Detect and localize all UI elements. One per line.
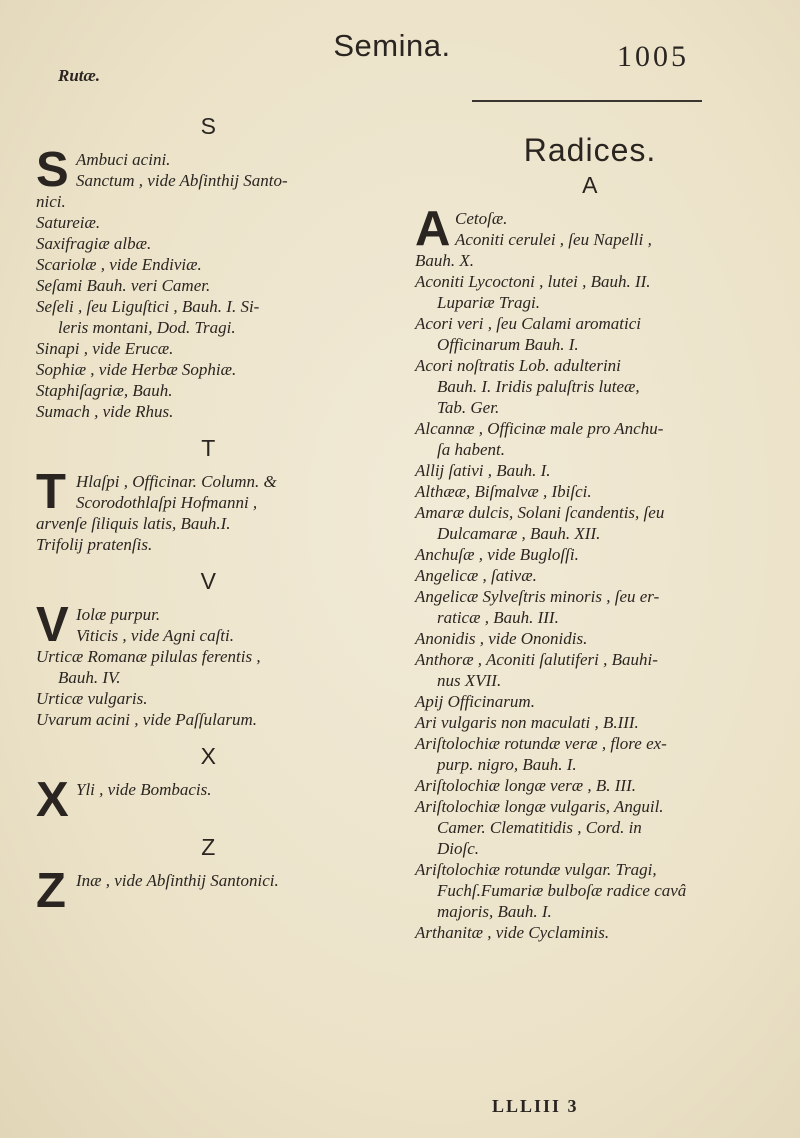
drop-cap: Z [36, 864, 66, 918]
entry-line: leris montani, Dod. Tragi. [58, 318, 236, 337]
entry [36, 401, 381, 422]
drop-cap: A [415, 202, 451, 256]
drop-cap: V [36, 598, 69, 652]
drop-cap: X [36, 773, 69, 827]
entry [415, 922, 765, 943]
entry [415, 712, 765, 733]
entry-line: Iolæ purpur. [76, 605, 161, 624]
entry-line: Acori noſtratis Lob. adulterini [415, 356, 621, 375]
dropcap-entry [36, 598, 381, 652]
dropcap-entry [415, 202, 765, 271]
entry [415, 796, 765, 859]
entry-line: Apij Officinarum. [415, 692, 535, 711]
entry-line: Ambuci acini. [76, 150, 171, 169]
entry [36, 233, 381, 254]
entry [415, 418, 765, 460]
left-column [36, 110, 381, 918]
page-number: 1005 [617, 40, 689, 73]
entry-line: Saxifragiæ albæ. [36, 234, 152, 253]
entry [36, 359, 381, 380]
entry-line: Angelicæ , ſativæ. [415, 566, 537, 585]
entry-line: Ariſtolochiæ longæ vulgaris, Anguil. [415, 797, 664, 816]
entry-line: Urticæ Romanæ pilulas ferentis , [36, 647, 261, 666]
entry-line: purp. nigro, Bauh. I. [437, 755, 577, 774]
entry-line: Scariolæ , vide Endiviæ. [36, 255, 202, 274]
entry-line: Anonidis , vide Ononidis. [415, 629, 588, 648]
entry-line: Angelicæ Sylveſtris minoris , ſeu er- [415, 587, 660, 606]
entry [415, 271, 765, 313]
section-title: Radices. [523, 132, 657, 168]
entry-line: Sinapi , vide Erucæ. [36, 339, 174, 358]
entry [415, 649, 765, 691]
letter-heading: X [200, 743, 217, 769]
entry-line: Satureiæ. [36, 213, 101, 232]
letter-heading: T [201, 435, 216, 461]
entry-line: Scorodothlaſpi Hofmanni , [76, 493, 258, 512]
entry-line: Seſami Bauh. veri Camer. [36, 276, 211, 295]
catchword-header: Rutæ. [58, 66, 101, 85]
entry-line: Alcannæ , Officinæ male pro Anchu- [415, 419, 664, 438]
entry [415, 859, 765, 922]
entry-line: Aconiti cerulei , ſeu Napelli , [455, 230, 652, 249]
entry-line: Althææ, Biſmalvæ , Ibiſci. [415, 482, 592, 501]
entry-line: Camer. Clematitidis , Cord. in [437, 818, 642, 837]
letter-heading: A [582, 172, 598, 198]
entry-line: Ariſtolochiæ rotundæ vulgar. Tragi, [415, 860, 657, 879]
entry-line: Fuchſ.Fumariæ bulboſæ radice cavâ [437, 881, 687, 900]
drop-cap: T [36, 465, 66, 519]
entry-line: majoris, Bauh. I. [437, 902, 552, 921]
entry [36, 212, 381, 233]
entry-line: Cetoſæ. [455, 209, 508, 228]
entry-line: Tab. Ger. [437, 398, 500, 417]
entry [415, 355, 765, 418]
entry-line: Bauh. I. Iridis paluſtris luteæ, [437, 377, 640, 396]
entry-line: Anthoræ , Aconiti ſalutiferi , Bauhi- [415, 650, 658, 669]
entry [36, 338, 381, 359]
entry [36, 646, 381, 688]
entry-line: Ari vulgaris non maculati , B.III. [415, 713, 639, 732]
dropcap-entry [36, 773, 381, 827]
entry [36, 275, 381, 296]
entry-line: ſa habent. [437, 440, 505, 459]
entry [415, 313, 765, 355]
dropcap-entry [36, 143, 381, 212]
letter-heading: S [200, 113, 217, 139]
section-gap [36, 821, 381, 831]
entry-line: Dulcamaræ , Bauh. XII. [437, 524, 601, 543]
entry-line: nici. [36, 192, 66, 211]
entry-line: Urticæ vulgaris. [36, 689, 148, 708]
section-gap [36, 555, 381, 565]
dropcap-entry [36, 465, 381, 555]
entry-line: Acori veri , ſeu Calami aromatici [415, 314, 642, 333]
running-head: Semina. [333, 28, 451, 63]
entry-line: Aconiti Lycoctoni , lutei , Bauh. II. [415, 272, 651, 291]
entry-line: Sophiæ , vide Herbæ Sophiæ. [36, 360, 237, 379]
entry [36, 688, 381, 709]
section-gap [36, 422, 381, 432]
letter-heading: Z [201, 834, 216, 860]
entry [36, 380, 381, 401]
entry-line: raticæ , Bauh. III. [437, 608, 559, 627]
entry [36, 709, 381, 730]
entry-line: Sanctum , vide Abſinthij Santo- [76, 171, 288, 190]
entry [36, 296, 381, 338]
entry [415, 502, 765, 544]
header-rule [472, 100, 702, 102]
letter-heading: V [200, 568, 217, 594]
entry-line: Viticis , vide Agni caſti. [76, 626, 235, 645]
entry [415, 565, 765, 586]
entry [415, 775, 765, 796]
drop-cap: S [36, 143, 69, 197]
entry-line: Uvarum acini , vide Paſſularum. [36, 710, 257, 729]
entry-line: Ariſtolochiæ rotundæ veræ , flore ex- [415, 734, 667, 753]
entry [415, 481, 765, 502]
right-column [415, 132, 765, 943]
section-gap [36, 730, 381, 740]
entry-line: Ariſtolochiæ longæ veræ , B. III. [415, 776, 636, 795]
entry-line: Bauh. IV. [58, 668, 121, 687]
entry [415, 460, 765, 481]
entry-line: Staphiſagriæ, Bauh. [36, 381, 173, 400]
entry-line: Sumach , vide Rhus. [36, 402, 174, 421]
entry-line: Hlaſpi , Officinar. Column. & [76, 472, 277, 491]
dropcap-entry [36, 864, 381, 918]
entry-line: Trifolij pratenſis. [36, 535, 153, 554]
entry [36, 254, 381, 275]
entry-line: Lupariæ Tragi. [437, 293, 540, 312]
entry-line: Anchuſæ , vide Bugloſſi. [415, 545, 579, 564]
entry-line: Seſeli , ſeu Liguſtici , Bauh. I. Si- [36, 297, 260, 316]
entry [415, 733, 765, 775]
entry-line: Officinarum Bauh. I. [437, 335, 579, 354]
entry-line: Dioſc. [437, 839, 480, 858]
entry [415, 628, 765, 649]
entry-line: Allij ſativi , Bauh. I. [415, 461, 551, 480]
entry-line: arvenſe ſiliquis latis, Bauh.I. [36, 514, 231, 533]
entry [415, 544, 765, 565]
printer-signature: LLLIII 3 [492, 1096, 579, 1116]
entry-line: Yli , vide Bombacis. [76, 780, 212, 799]
entry-line: Amaræ dulcis, Solani ſcandentis, ſeu [415, 503, 665, 522]
entry-line: Inæ , vide Abſinthij Santonici. [76, 871, 279, 890]
entry [415, 691, 765, 712]
entry-line: nus XVII. [437, 671, 502, 690]
entry [415, 586, 765, 628]
entry-line: Arthanitæ , vide Cyclaminis. [415, 923, 610, 942]
entry-line: Bauh. X. [415, 251, 475, 270]
